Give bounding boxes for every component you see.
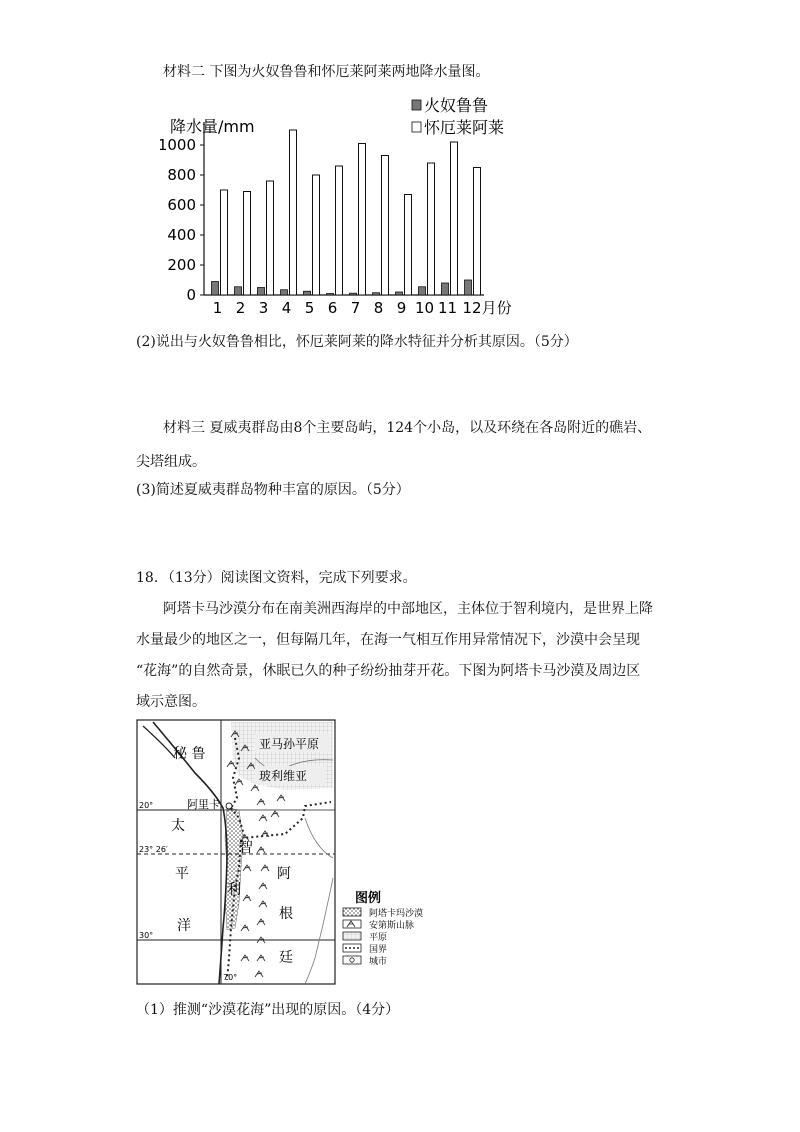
legend-label-honolulu: 火奴鲁鲁 [424, 96, 489, 115]
bar-waialeale [359, 144, 366, 296]
question-18-para-line2: 水量最少的地区之一，但每隔几年，在海一气相互作用异常情况下，沙漠中会呈现 [136, 632, 640, 648]
y-tick-label: 600 [167, 196, 196, 214]
label-tai: 太 [171, 818, 185, 834]
bar-waialeale [221, 190, 228, 295]
question-18-para-line1: 阿塔卡马沙漠分布在南美洲西海岸的中部地区，主体位于智利境内，是世界上降 [163, 601, 653, 617]
x-tick-label: 11 [437, 299, 458, 317]
label-bolivia: 玻利维亚 [259, 769, 308, 783]
precipitation-chart-svg [160, 90, 520, 320]
bar-honolulu [419, 287, 426, 295]
atacama-map-svg [135, 718, 475, 988]
x-tick-label: 3 [258, 299, 269, 317]
bar-waialeale [405, 195, 412, 296]
y-tick-label: 1000 [160, 136, 196, 154]
legend-plain-swatch [343, 932, 361, 940]
label-lat30: 30° [139, 931, 154, 940]
legend-city-swatch [343, 956, 361, 964]
map-legend [343, 890, 423, 967]
x-tick-label: 7 [350, 299, 361, 317]
legend-border: 国界 [369, 945, 388, 955]
label-li: 利 [227, 882, 241, 898]
material3-line1: 材料三 夏威夷群岛由8个主要岛屿，124个小岛，以及环绕在各岛附近的礁岩、 [163, 420, 652, 436]
bar-waialeale [290, 130, 297, 295]
legend-swatch-honolulu [412, 100, 421, 110]
bar-honolulu [350, 293, 357, 295]
x-tick-label: 9 [396, 299, 407, 317]
y-tick-label: 200 [167, 256, 196, 274]
x-tick-label: 6 [327, 299, 338, 317]
question-18-para-line4: 域示意图。 [136, 694, 206, 710]
x-tick-label: 5 [304, 299, 315, 317]
bar-waialeale [267, 181, 274, 295]
legend-andes-swatch [343, 920, 361, 928]
label-ting: 廷 [279, 950, 293, 966]
label-yang: 洋 [177, 918, 191, 934]
legend-label-waialeale: 怀厄莱阿莱 [424, 118, 505, 137]
bar-honolulu [327, 294, 334, 296]
legend-andes: 安第斯山脉 [369, 921, 415, 931]
material3-line2: 尖塔组成。 [136, 454, 206, 470]
precipitation-chart [160, 90, 520, 320]
bar-waialeale [336, 166, 343, 295]
question-18-header: 18．（13分）阅读图文资料，完成下列要求。 [136, 570, 417, 586]
bar-honolulu [212, 282, 219, 296]
bar-honolulu [465, 280, 472, 295]
material2-text: 材料二 下图为火奴鲁鲁和怀厄莱阿莱两地降水量图。 [163, 64, 490, 80]
y-tick-label: 0 [186, 286, 196, 304]
bar-waialeale [244, 192, 251, 296]
legend-title: 图例 [355, 891, 382, 906]
label-lat20: 20° [139, 801, 154, 810]
x-tick-label: 8 [373, 299, 384, 317]
atacama-map [135, 718, 475, 988]
bar-honolulu [442, 283, 449, 295]
bar-honolulu [396, 292, 403, 295]
x-tick-label: 1 [212, 299, 223, 317]
legend-desert-swatch [343, 908, 361, 916]
question-3: (3)简述夏威夷群岛物种丰富的原因。（5分） [136, 482, 410, 498]
bar-waialeale [313, 175, 320, 295]
label-amazon: 亚马孙平原 [259, 737, 320, 751]
y-tick-label: 400 [167, 226, 196, 244]
bar-waialeale [451, 142, 458, 295]
question-18-1: （1）推测“沙漠花海”出现的原因。（4分） [136, 1002, 400, 1018]
bar-waialeale [382, 156, 389, 296]
legend-swatch-waialeale [412, 122, 421, 132]
bar-honolulu [235, 287, 242, 295]
bar-honolulu [281, 290, 288, 295]
label-lat23: 23° 26′ [139, 845, 168, 854]
question-2: (2)说出与火奴鲁鲁相比，怀厄莱阿莱的降水特征并分析其原因。（5分） [136, 334, 578, 350]
x-tick-label: 4 [281, 299, 292, 317]
legend-desert: 阿塔卡玛沙漠 [369, 909, 424, 919]
arica-city-icon [226, 803, 232, 809]
legend-city: 城市 [369, 957, 388, 967]
bar-honolulu [373, 293, 380, 295]
label-a: 阿 [277, 866, 291, 882]
y-axis-label: 降水量/mm [170, 117, 255, 136]
label-lon70: 70° [223, 973, 238, 982]
legend-border-swatch [343, 944, 361, 952]
x-tick-label: 12月份 [462, 299, 512, 317]
x-tick-label: 10 [414, 299, 435, 317]
bar-honolulu [304, 291, 311, 295]
label-zhi: 智 [239, 840, 253, 856]
bar-honolulu [258, 288, 265, 296]
y-tick-label: 800 [167, 166, 196, 184]
label-ping: 平 [175, 866, 189, 882]
question-18-para-line3: “花海”的自然奇景，休眠已久的种子纷纷抽芽开花。下图为阿塔卡马沙漠及周边区 [136, 663, 641, 679]
label-gen: 根 [279, 906, 293, 922]
x-tick-label: 2 [235, 299, 246, 317]
label-peru: 秘 鲁 [173, 746, 206, 762]
bar-waialeale [428, 163, 435, 295]
legend-plain: 平原 [369, 933, 388, 943]
label-arica: 阿里卡 [187, 798, 220, 811]
bar-waialeale [474, 168, 481, 296]
